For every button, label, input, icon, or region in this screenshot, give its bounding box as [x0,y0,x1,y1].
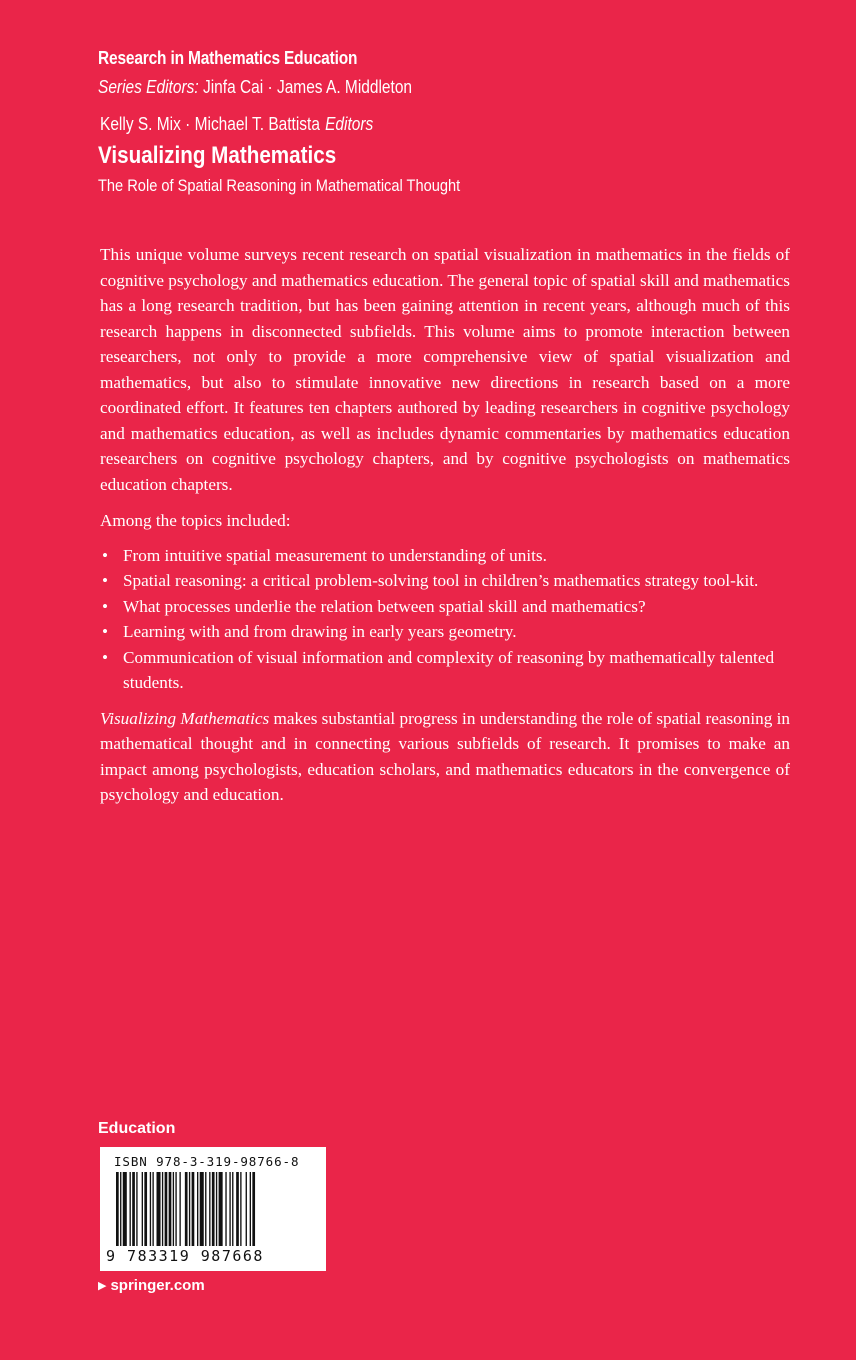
list-item [100,619,790,645]
isbn-label: ISBN 978-3-319-98766-8 [114,1154,300,1169]
topic-text: Spatial reasoning: a critical problem-solving tool in children’s mathematics strategy tool-kit. [123,571,759,590]
book-editors [100,114,373,135]
book-title: Visualizing Mathematics [98,142,337,169]
book-subtitle: The Role of Spatial Reasoning in Mathematical Thought [98,176,461,195]
topic-text: Communication of visual information and complexity of reasoning by mathematically talented students. [123,647,775,692]
closing-book-title: Visualizing Mathematics [100,708,270,728]
description-intro: This unique volume surveys recent research on spatial visualization in mathematics in the fields of cognitive psychology and mathematics education. The general topic of spatial skill and mathematics has a long research tradition, but has been gaining attention in recent years, although much of this research happens in disconnected subfields. This volume aims to promote interaction between researchers, not only to provide a more comprehensive view of spatial visualization and mathematics, but also to stimulate innovative new directions in research based on a more coordinated effort. It features ten chapters authored by leading researchers in cognitive psychology and mathematics education, as well as includes dynamic commentaries by mathematics education researchers on cognitive psychology chapters, and by cognitive psychologists on mathematics education chapters. [100,245,790,494]
barcode-digits: 9 783319 987668 [106,1247,264,1265]
list-item [100,568,790,594]
series-title: Research in Mathematics Education [98,48,358,68]
series-editors [98,77,412,98]
website-link: springer.com [110,1277,205,1294]
barcode-icon [114,1172,312,1250]
description-closing [100,706,790,808]
list-item [100,543,790,569]
list-item [100,645,790,696]
bullet-icon: • [102,622,109,641]
topic-text: Learning with and from drawing in early years geometry. [123,622,517,641]
book-editors-names: Kelly S. Mix · Michael T. Battista [100,114,320,134]
bullet-icon: • [102,596,109,616]
bullet-icon: • [102,545,109,565]
subject-category: Education [98,1120,176,1137]
topic-text: What processes underlie the relation between spatial skill and mathematics? [123,596,646,616]
closing-text: makes substantial progress in understanding the role of spatial reasoning in mathematical thought and in connecting various subfields of research. It promises to make an impact among psychologists, education scholars, and mathematics educators in the convergence of psychology and education. [100,708,791,804]
list-item [100,594,790,620]
isbn-barcode-block [100,1147,326,1271]
topic-text: From intuitive spatial measurement to understanding of units. [123,545,547,565]
bullet-icon: • [102,571,109,590]
publisher-website [98,1277,205,1294]
book-editors-role: Editors [325,114,374,134]
book-description [100,242,790,819]
topics-list [100,543,790,696]
arrow-right-icon: ▶ [98,1280,107,1292]
topics-intro: Among the topics included: [100,511,291,530]
series-editors-names: Jinfa Cai · James A. Middleton [202,77,413,97]
series-editors-label: Series Editors: [98,77,199,97]
bullet-icon: • [102,647,109,667]
